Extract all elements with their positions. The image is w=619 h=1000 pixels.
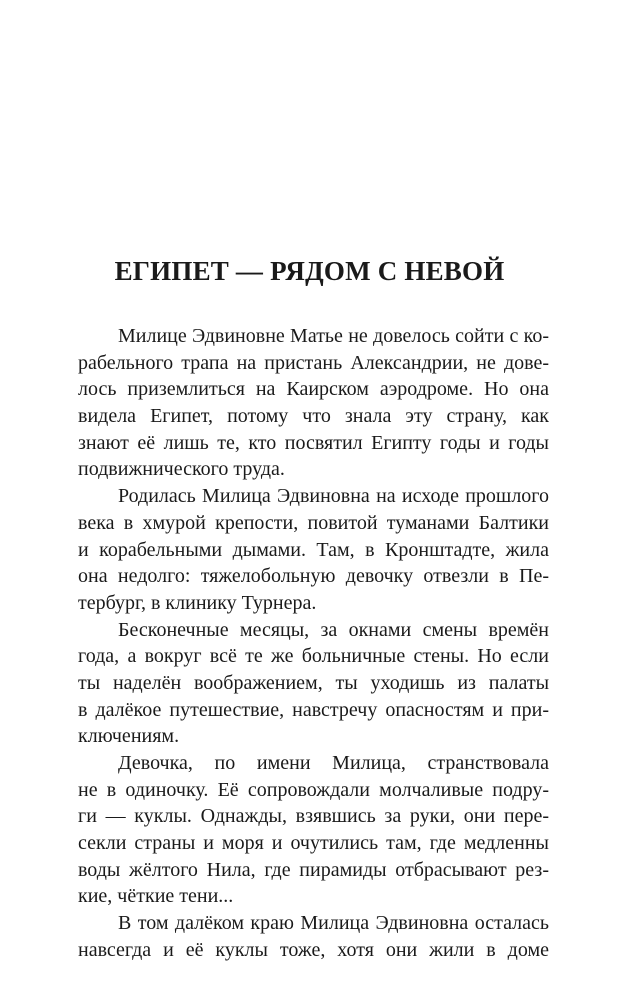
text-line: воды жёлтого Нила, где пирамиды отбрасывают рез-	[78, 858, 549, 881]
text-line: ги — куклы. Однажды, взявшись за руки, они пере-	[78, 805, 549, 828]
text-line: знают её лишь те, кто посвятил Египту годы и годы	[78, 431, 549, 454]
text-line: секли страны и моря и очутились там, где медленны	[78, 832, 549, 855]
text-line: не в одиночку. Её сопровождали молчаливые подру-	[78, 778, 549, 801]
text-line: Милице Эдвиновне Матье не довелось сойти с ко-	[118, 325, 549, 347]
text-line: подвижнического труда.	[78, 458, 285, 481]
text-line: кие, чёткие тени...	[78, 885, 234, 908]
text-line: В том далёком краю Милица Эдвиновна осталась	[118, 912, 549, 935]
chapter-title: ЕГИПЕТ — РЯДОМ С НЕВОЙ	[114, 256, 505, 286]
text-line: видела Египет, потому что знала эту страну, как	[78, 405, 549, 428]
text-line: навсегда и её куклы тоже, хотя они жили в доме	[78, 938, 549, 961]
text-line: Родилась Милица Эдвиновна на исходе прошлого	[118, 485, 549, 508]
text-line: ключениям.	[78, 725, 180, 748]
body-text	[78, 323, 549, 964]
text-line: рабельного трапа на пристань Александрии, не дове-	[78, 351, 549, 374]
text-line: Бесконечные месяцы, за окнами смены времён	[118, 618, 549, 641]
text-line: лось приземлиться на Каирском аэродроме. Но она	[78, 378, 549, 401]
text-line: века в хмурой крепости, повитой туманами Балтики	[78, 511, 549, 534]
text-line: года, а вокруг всё те же больничные стены. Но если	[78, 645, 549, 668]
text-line: она недолго: тяжелобольную девочку отвезли в Пе-	[78, 565, 549, 588]
text-line: и корабельными дымами. Там, в Кронштадте, жила	[78, 538, 549, 561]
text-line: Девочка, по имени Милица, странствовала	[118, 752, 549, 774]
text-line: в далёкое путешествие, навстречу опасностям и при-	[78, 698, 549, 721]
text-line: ты наделён воображением, ты уходишь из палаты	[78, 671, 549, 694]
text-line: тербург, в клинику Турнера.	[78, 591, 317, 614]
